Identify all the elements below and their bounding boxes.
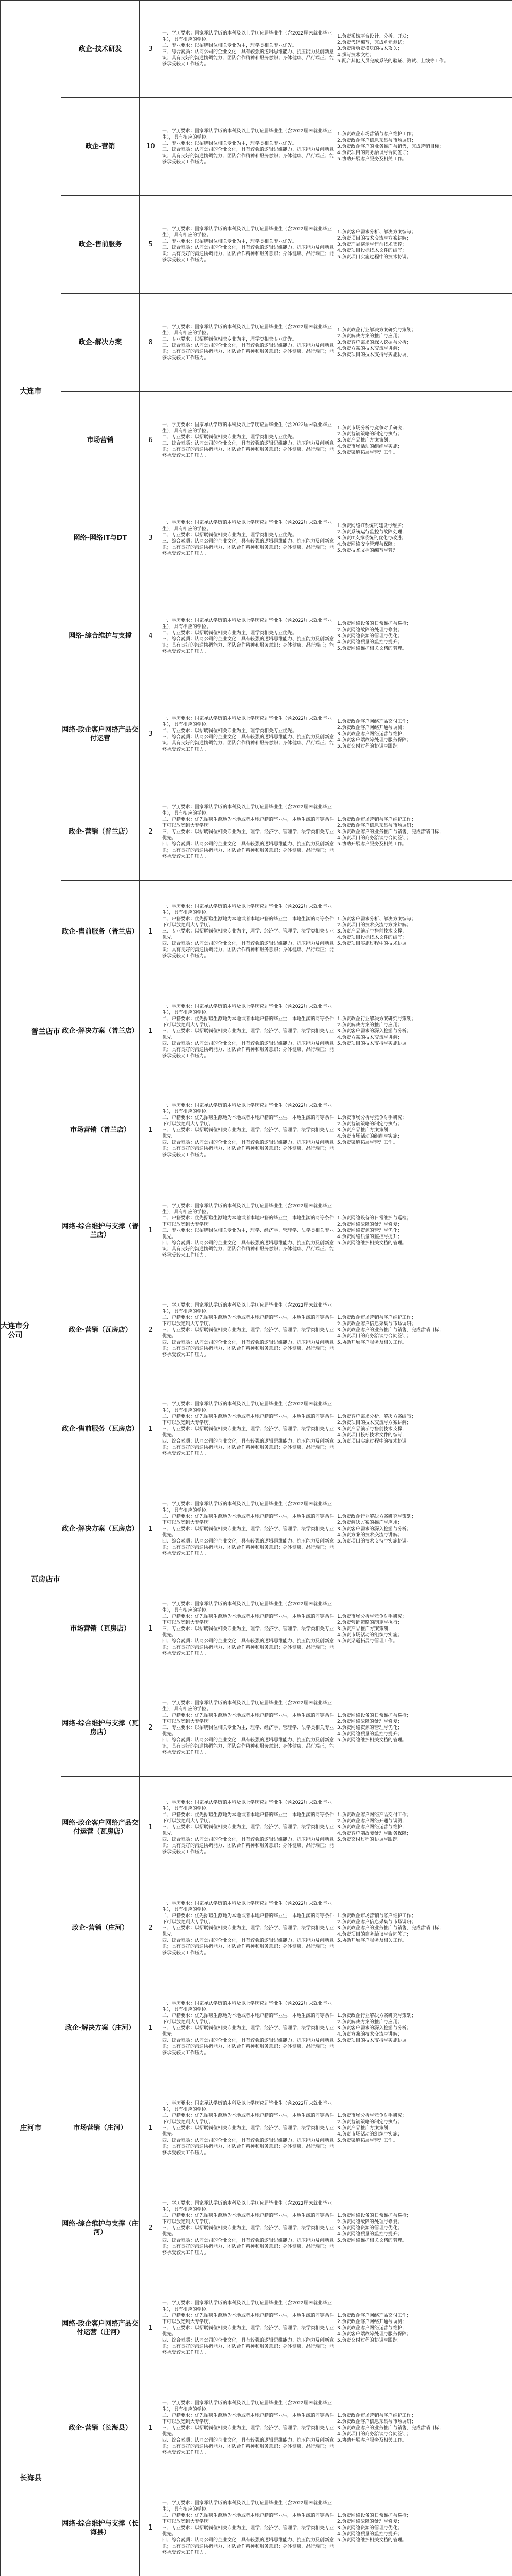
position-name: 政企-解决方案（瓦房店） bbox=[61, 1479, 140, 1579]
position-name: 网络-政企客户网络产品交付运营 bbox=[61, 685, 140, 783]
duties-cell: 1.负责政企客户网络产品交付工作； 2.负责政企客户网络开通与调测； 3.负责政企客户网络运营与维护； 4.负责客户端故障处理与服务保障； 5.负责交付过程的协调与跟踪。 bbox=[337, 1777, 512, 1878]
requirements-cell: 一、学历要求：国家承认学历的本科及以上学历应届毕业生（含2022届未就业毕业生），具有相应的学位。 二、专业要求：以招聘岗位相关专业为主，理学类相关专业优先。 三、综合素质：认同公司的企业文化，具有较强的逻辑思维能力、抗压能力及创新意识；具有良好的沟通协调能力、团队合作精神和服务意识；身体健康、品行端正；能够承受较大工作压力。 bbox=[162, 489, 337, 587]
duties-cell: 1.负责政企市场营销与客户维护工作； 2.负责政企客户信息采集与市场调研； 3.负责政企客户的业务推广与销售，完成营销目标； 4.负责项目的商务洽谈与合同签订； 5.协助开展客户服务及相关工作。 bbox=[337, 2378, 512, 2478]
duties-cell: 1.负责政企市场营销与客户维护工作； 2.负责政企客户信息采集与市场调研； 3.负责政企客户的业务推广与销售，完成营销目标； 4.负责项目的商务洽谈与合同签订； 5.协助开展客户服务及相关工作。 bbox=[337, 98, 512, 196]
position-name: 市场营销（瓦房店） bbox=[61, 1579, 140, 1679]
table-row bbox=[1, 1281, 512, 1379]
position-name: 政企-营销（长海县） bbox=[61, 2378, 140, 2478]
city-cell: 大连市 bbox=[1, 1, 61, 783]
requirements-cell: 一、学历要求：国家承认学历的本科及以上学历应届毕业生（含2022届未就业毕业生），具有相应的学位。 二、户籍要求：优先招聘生源地为本地或者本地户籍的毕业生，本地生源的同等条件下可以放宽到大专学历。 三、专业要求：以招聘岗位相关专业为主，理学、经济学、管理学、法学类相关专业优先。 四、综合素质：认同公司的企业文化，具有较强的逻辑思维能力、抗压能力及创新意识；具有良好的沟通协调能力、团队合作精神和服务意识；身体健康、品行端正；能够承受较大工作压力。 bbox=[162, 2178, 337, 2278]
requirements-cell: 一、学历要求：国家承认学历的本科及以上学历应届毕业生（含2022届未就业毕业生），具有相应的学位。 二、专业要求：以招聘岗位相关专业为主，理学类相关专业优先。 三、综合素质：认同公司的企业文化，具有较强的逻辑思维能力、抗压能力及创新意识；具有良好的沟通协调能力、团队合作精神和服务意识；身体健康、品行端正；能够承受较大工作压力。 bbox=[162, 685, 337, 783]
duties-cell: 1.负责政企行业解决方案研究与策划； 2.负责解决方案的推广与应用； 3.负责客户需求的深入挖掘与分析； 4.负责方案的技术交流与讲解； 5.负责项目的技术支持与实施协调。 bbox=[337, 1479, 512, 1579]
table-row bbox=[1, 1180, 512, 1281]
table-row bbox=[1, 982, 512, 1080]
headcount: 1 bbox=[140, 1579, 162, 1679]
headcount: 1 bbox=[140, 881, 162, 982]
requirements-cell: 一、学历要求：国家承认学历的本科及以上学历应届毕业生（含2022届未就业毕业生），具有相应的学位。 二、专业要求：以招聘岗位相关专业为主，理学类相关专业优先。 三、综合素质：认同公司的企业文化，具有较强的逻辑思维能力、抗压能力及创新意识；具有良好的沟通协调能力、团队合作精神和服务意识；身体健康、品行端正；能够承受较大工作压力。 bbox=[162, 587, 337, 685]
position-name: 政企-售前服务 bbox=[61, 196, 140, 294]
requirements-cell: 一、学历要求：国家承认学历的本科及以上学历应届毕业生（含2022届未就业毕业生），具有相应的学位。 二、专业要求：以招聘岗位相关专业为主，理学类相关专业优先。 三、综合素质：认同公司的企业文化，具有较强的逻辑思维能力、抗压能力及创新意识；具有良好的沟通协调能力、团队合作精神和服务意识；身体健康、品行端正；能够承受较大工作压力。 bbox=[162, 392, 337, 489]
duties-cell: 1.负责网络设备的日常维护与巡检； 2.负责网络故障的处理与修复； 3.负责网络资源的管理与优化； 4.负责网络质量的监控与提升； 5.负责网络维护相关文档的管理。 bbox=[337, 2178, 512, 2278]
requirements-cell: 一、学历要求：国家承认学历的本科及以上学历应届毕业生（含2022届未就业毕业生），具有相应的学位。 二、专业要求：以招聘岗位相关专业为主，理学类相关专业优先。 三、综合素质：认同公司的企业文化，具有较强的逻辑思维能力、抗压能力及创新意识；具有良好的沟通协调能力、团队合作精神和服务意识；身体健康、品行端正；能够承受较大工作压力。 bbox=[162, 1, 337, 98]
city-cell: 普兰店市 bbox=[30, 783, 61, 1281]
duties-cell: 1.负责系统平台设计、分析、开发； 2.负责代码编写，完成单元测试； 3.负责所负责模块的技术攻关； 4.撰写技术文档； 5.配合其他人员完成系统的验证、测试、上线等工作。 bbox=[337, 1, 512, 98]
position-name: 政企-售前服务（普兰店） bbox=[61, 881, 140, 982]
table-row bbox=[1, 2178, 512, 2278]
duties-cell: 1.负责市场分析与竞争对手研究； 2.负责营销策略的制定与执行； 3.负责产品推广方案策划； 4.负责市场活动的组织与实施； 5.负责渠道拓展与管理工作。 bbox=[337, 1579, 512, 1679]
requirements-cell: 一、学历要求：国家承认学历的本科及以上学历应届毕业生（含2022届未就业毕业生），具有相应的学位。 二、专业要求：以招聘岗位相关专业为主，理学类相关专业优先。 三、综合素质：认同公司的企业文化，具有较强的逻辑思维能力、抗压能力及创新意识；具有良好的沟通协调能力、团队合作精神和服务意识；身体健康、品行端正；能够承受较大工作压力。 bbox=[162, 98, 337, 196]
requirements-cell: 一、学历要求：国家承认学历的本科及以上学历应届毕业生（含2022届未就业毕业生），具有相应的学位。 二、户籍要求：优先招聘生源地为本地或者本地户籍的毕业生，本地生源的同等条件下可以放宽到大专学历。 三、专业要求：以招聘岗位相关专业为主，理学、经济学、管理学、法学类相关专业优先。 四、综合素质：认同公司的企业文化，具有较强的逻辑思维能力、抗压能力及创新意识；具有良好的沟通协调能力、团队合作精神和服务意识；身体健康、品行端正；能够承受较大工作压力。 bbox=[162, 1080, 337, 1180]
requirements-cell: 一、学历要求：国家承认学历的本科及以上学历应届毕业生（含2022届未就业毕业生），具有相应的学位。 二、户籍要求：优先招聘生源地为本地或者本地户籍的毕业生，本地生源的同等条件下可以放宽到大专学历。 三、专业要求：以招聘岗位相关专业为主，理学、经济学、管理学、法学类相关专业优先。 四、综合素质：认同公司的企业文化，具有较强的逻辑思维能力、抗压能力及创新意识；具有良好的沟通协调能力、团队合作精神和服务意识；身体健康、品行端正；能够承受较大工作压力。 bbox=[162, 881, 337, 982]
headcount: 2 bbox=[140, 1878, 162, 1978]
requirements-cell: 一、学历要求：国家承认学历的本科及以上学历应届毕业生（含2022届未就业毕业生），具有相应的学位。 二、户籍要求：优先招聘生源地为本地或者本地户籍的毕业生，本地生源的同等条件下可以放宽到大专学历。 三、专业要求：以招聘岗位相关专业为主，理学、经济学、管理学、法学类相关专业优先。 四、综合素质：认同公司的企业文化，具有较强的逻辑思维能力、抗压能力及创新意识；具有良好的沟通协调能力、团队合作精神和服务意识；身体健康、品行端正；能够承受较大工作压力。 bbox=[162, 1777, 337, 1878]
position-name: 政企-技术研发 bbox=[61, 1, 140, 98]
duties-cell: 1.负责客户需求分析、解决方案编写； 2.负责项目的技术交流与方案讲解； 3.负责产品演示与售前技术支撑； 4.负责项目投标技术文件的编写； 5.负责项目实施过程中的技术协调。 bbox=[337, 881, 512, 982]
city-cell: 庄河市 bbox=[1, 1878, 61, 2378]
table-row bbox=[1, 685, 512, 783]
recruitment-table-body bbox=[1, 1, 512, 2576]
requirements-cell: 一、学历要求：国家承认学历的本科及以上学历应届毕业生（含2022届未就业毕业生），具有相应的学位。 二、专业要求：以招聘岗位相关专业为主，理学类相关专业优先。 三、综合素质：认同公司的企业文化，具有较强的逻辑思维能力、抗压能力及创新意识；具有良好的沟通协调能力、团队合作精神和服务意识；身体健康、品行端正；能够承受较大工作压力。 bbox=[162, 196, 337, 294]
requirements-cell: 一、学历要求：国家承认学历的本科及以上学历应届毕业生（含2022届未就业毕业生），具有相应的学位。 二、户籍要求：优先招聘生源地为本地或者本地户籍的毕业生，本地生源的同等条件下可以放宽到大专学历。 三、专业要求：以招聘岗位相关专业为主，理学、经济学、管理学、法学类相关专业优先。 四、综合素质：认同公司的企业文化，具有较强的逻辑思维能力、抗压能力及创新意识；具有良好的沟通协调能力、团队合作精神和服务意识；身体健康、品行端正；能够承受较大工作压力。 bbox=[162, 2478, 337, 2576]
headcount: 2 bbox=[140, 1679, 162, 1777]
city-cell: 瓦房店市 bbox=[30, 1281, 61, 1878]
duties-cell: 1.负责市场分析与竞争对手研究； 2.负责营销策略的制定与执行； 3.负责产品推广方案策划； 4.负责市场活动的组织与实施； 5.负责渠道拓展与管理工作。 bbox=[337, 1080, 512, 1180]
position-name: 网络-网络IT与DT bbox=[61, 489, 140, 587]
headcount: 2 bbox=[140, 2178, 162, 2278]
requirements-cell: 一、学历要求：国家承认学历的本科及以上学历应届毕业生（含2022届未就业毕业生），具有相应的学位。 二、户籍要求：优先招聘生源地为本地或者本地户籍的毕业生，本地生源的同等条件下可以放宽到大专学历。 三、专业要求：以招聘岗位相关专业为主，理学、经济学、管理学、法学类相关专业优先。 四、综合素质：认同公司的企业文化，具有较强的逻辑思维能力、抗压能力及创新意识；具有良好的沟通协调能力、团队合作精神和服务意识；身体健康、品行端正；能够承受较大工作压力。 bbox=[162, 1878, 337, 1978]
requirements-cell: 一、学历要求：国家承认学历的本科及以上学历应届毕业生（含2022届未就业毕业生），具有相应的学位。 二、户籍要求：优先招聘生源地为本地或者本地户籍的毕业生，本地生源的同等条件下可以放宽到大专学历。 三、专业要求：以招聘岗位相关专业为主，理学、经济学、管理学、法学类相关专业优先。 四、综合素质：认同公司的企业文化，具有较强的逻辑思维能力、抗压能力及创新意识；具有良好的沟通协调能力、团队合作精神和服务意识；身体健康、品行端正；能够承受较大工作压力。 bbox=[162, 982, 337, 1080]
headcount: 2 bbox=[140, 1281, 162, 1379]
requirements-cell: 一、学历要求：国家承认学历的本科及以上学历应届毕业生（含2022届未就业毕业生），具有相应的学位。 二、户籍要求：优先招聘生源地为本地或者本地户籍的毕业生，本地生源的同等条件下可以放宽到大专学历。 三、专业要求：以招聘岗位相关专业为主，理学、经济学、管理学、法学类相关专业优先。 四、综合素质：认同公司的企业文化，具有较强的逻辑思维能力、抗压能力及创新意识；具有良好的沟通协调能力、团队合作精神和服务意识；身体健康、品行端正；能够承受较大工作压力。 bbox=[162, 2378, 337, 2478]
table-row bbox=[1, 392, 512, 489]
headcount: 2 bbox=[140, 783, 162, 881]
position-name: 政企-营销 bbox=[61, 98, 140, 196]
duties-cell: 1.负责市场分析与竞争对手研究； 2.负责营销策略的制定与执行； 3.负责产品推广方案策划； 4.负责市场活动的组织与实施； 5.负责渠道拓展与管理工作。 bbox=[337, 2078, 512, 2178]
position-name: 政企-营销（普兰店） bbox=[61, 783, 140, 881]
table-row bbox=[1, 2478, 512, 2576]
position-name: 网络-综合维护与支撑（庄河） bbox=[61, 2178, 140, 2278]
duties-cell: 1.负责客户需求分析、解决方案编写； 2.负责项目的技术交流与方案讲解； 3.负责产品演示与售前技术支撑； 4.负责项目投标技术文件的编写； 5.负责项目实施过程中的技术协调。 bbox=[337, 196, 512, 294]
duties-cell: 1.负责网络IT系统的建设与维护； 2.负责系统运行监控与故障处理； 3.负责IT支撑系统的优化与改进； 4.负责网络安全管理与保障； 5.负责技术文档的编写与管理。 bbox=[337, 489, 512, 587]
position-name: 网络-综合维护与支撑（普兰店） bbox=[61, 1180, 140, 1281]
city-cell: 长海县 bbox=[1, 2378, 61, 2576]
table-row bbox=[1, 489, 512, 587]
table-row bbox=[1, 1379, 512, 1479]
requirements-cell: 一、学历要求：国家承认学历的本科及以上学历应届毕业生（含2022届未就业毕业生），具有相应的学位。 二、户籍要求：优先招聘生源地为本地或者本地户籍的毕业生，本地生源的同等条件下可以放宽到大专学历。 三、专业要求：以招聘岗位相关专业为主，理学、经济学、管理学、法学类相关专业优先。 四、综合素质：认同公司的企业文化，具有较强的逻辑思维能力、抗压能力及创新意识；具有良好的沟通协调能力、团队合作精神和服务意识；身体健康、品行端正；能够承受较大工作压力。 bbox=[162, 2078, 337, 2178]
headcount: 1 bbox=[140, 1978, 162, 2078]
requirements-cell: 一、学历要求：国家承认学历的本科及以上学历应届毕业生（含2022届未就业毕业生），具有相应的学位。 二、户籍要求：优先招聘生源地为本地或者本地户籍的毕业生，本地生源的同等条件下可以放宽到大专学历。 三、专业要求：以招聘岗位相关专业为主，理学、经济学、管理学、法学类相关专业优先。 四、综合素质：认同公司的企业文化，具有较强的逻辑思维能力、抗压能力及创新意识；具有良好的沟通协调能力、团队合作精神和服务意识；身体健康、品行端正；能够承受较大工作压力。 bbox=[162, 1281, 337, 1379]
position-name: 政企-解决方案（庄河） bbox=[61, 1978, 140, 2078]
table-row bbox=[1, 1579, 512, 1679]
requirements-cell: 一、学历要求：国家承认学历的本科及以上学历应届毕业生（含2022届未就业毕业生），具有相应的学位。 二、户籍要求：优先招聘生源地为本地或者本地户籍的毕业生，本地生源的同等条件下可以放宽到大专学历。 三、专业要求：以招聘岗位相关专业为主，理学、经济学、管理学、法学类相关专业优先。 四、综合素质：认同公司的企业文化，具有较强的逻辑思维能力、抗压能力及创新意识；具有良好的沟通协调能力、团队合作精神和服务意识；身体健康、品行端正；能够承受较大工作压力。 bbox=[162, 1379, 337, 1479]
requirements-cell: 一、学历要求：国家承认学历的本科及以上学历应届毕业生（含2022届未就业毕业生），具有相应的学位。 二、户籍要求：优先招聘生源地为本地或者本地户籍的毕业生，本地生源的同等条件下可以放宽到大专学历。 三、专业要求：以招聘岗位相关专业为主，理学、经济学、管理学、法学类相关专业优先。 四、综合素质：认同公司的企业文化，具有较强的逻辑思维能力、抗压能力及创新意识；具有良好的沟通协调能力、团队合作精神和服务意识；身体健康、品行端正；能够承受较大工作压力。 bbox=[162, 2278, 337, 2378]
headcount: 1 bbox=[140, 1777, 162, 1878]
headcount: 8 bbox=[140, 294, 162, 392]
headcount: 3 bbox=[140, 489, 162, 587]
table-row bbox=[1, 2378, 512, 2478]
headcount: 4 bbox=[140, 587, 162, 685]
region-cell: 大连市分公司 bbox=[1, 783, 30, 1878]
headcount: 3 bbox=[140, 1, 162, 98]
requirements-cell: 一、学历要求：国家承认学历的本科及以上学历应届毕业生（含2022届未就业毕业生），具有相应的学位。 二、户籍要求：优先招聘生源地为本地或者本地户籍的毕业生，本地生源的同等条件下可以放宽到大专学历。 三、专业要求：以招聘岗位相关专业为主，理学、经济学、管理学、法学类相关专业优先。 四、综合素质：认同公司的企业文化，具有较强的逻辑思维能力、抗压能力及创新意识；具有良好的沟通协调能力、团队合作精神和服务意识；身体健康、品行端正；能够承受较大工作压力。 bbox=[162, 783, 337, 881]
duties-cell: 1.负责客户需求分析、解决方案编写； 2.负责项目的技术交流与方案讲解； 3.负责产品演示与售前技术支撑； 4.负责项目投标技术文件的编写； 5.负责项目实施过程中的技术协调。 bbox=[337, 1379, 512, 1479]
headcount: 1 bbox=[140, 2478, 162, 2576]
duties-cell: 1.负责政企行业解决方案研究与策划； 2.负责解决方案的推广与应用； 3.负责客户需求的深入挖掘与分析； 4.负责方案的技术交流与讲解； 5.负责项目的技术支持与实施协调。 bbox=[337, 1978, 512, 2078]
headcount: 1 bbox=[140, 2078, 162, 2178]
duties-cell: 1.负责政企行业解决方案研究与策划； 2.负责解决方案的推广与应用； 3.负责客户需求的深入挖掘与分析； 4.负责方案的技术交流与讲解； 5.负责项目的技术支持与实施协调。 bbox=[337, 294, 512, 392]
position-name: 政企-售前服务（瓦房店） bbox=[61, 1379, 140, 1479]
position-name: 网络-综合维护与支撑 bbox=[61, 587, 140, 685]
headcount: 1 bbox=[140, 982, 162, 1080]
table-row bbox=[1, 2078, 512, 2178]
headcount: 1 bbox=[140, 2378, 162, 2478]
headcount: 1 bbox=[140, 1479, 162, 1579]
duties-cell: 1.负责网络设备的日常维护与巡检； 2.负责网络故障的处理与修复； 3.负责网络资源的管理与优化； 4.负责网络质量的监控与提升； 5.负责网络维护相关文档的管理。 bbox=[337, 587, 512, 685]
requirements-cell: 一、学历要求：国家承认学历的本科及以上学历应届毕业生（含2022届未就业毕业生），具有相应的学位。 二、专业要求：以招聘岗位相关专业为主，理学类相关专业优先。 三、综合素质：认同公司的企业文化，具有较强的逻辑思维能力、抗压能力及创新意识；具有良好的沟通协调能力、团队合作精神和服务意识；身体健康、品行端正；能够承受较大工作压力。 bbox=[162, 294, 337, 392]
requirements-cell: 一、学历要求：国家承认学历的本科及以上学历应届毕业生（含2022届未就业毕业生），具有相应的学位。 二、户籍要求：优先招聘生源地为本地或者本地户籍的毕业生，本地生源的同等条件下可以放宽到大专学历。 三、专业要求：以招聘岗位相关专业为主，理学、经济学、管理学、法学类相关专业优先。 四、综合素质：认同公司的企业文化，具有较强的逻辑思维能力、抗压能力及创新意识；具有良好的沟通协调能力、团队合作精神和服务意识；身体健康、品行端正；能够承受较大工作压力。 bbox=[162, 1679, 337, 1777]
duties-cell: 1.负责政企客户网络产品交付工作； 2.负责政企客户网络开通与调测； 3.负责政企客户网络运营与维护； 4.负责客户端故障处理与服务保障； 5.负责交付过程的协调与跟踪。 bbox=[337, 685, 512, 783]
duties-cell: 1.负责政企市场营销与客户维护工作； 2.负责政企客户信息采集与市场调研； 3.负责政企客户的业务推广与销售，完成营销目标； 4.负责项目的商务洽谈与合同签订； 5.协助开展客户服务及相关工作。 bbox=[337, 1878, 512, 1978]
position-name: 网络-综合维护与支撑（长海县） bbox=[61, 2478, 140, 2576]
headcount: 1 bbox=[140, 2278, 162, 2378]
table-row bbox=[1, 587, 512, 685]
requirements-cell: 一、学历要求：国家承认学历的本科及以上学历应届毕业生（含2022届未就业毕业生），具有相应的学位。 二、户籍要求：优先招聘生源地为本地或者本地户籍的毕业生，本地生源的同等条件下可以放宽到大专学历。 三、专业要求：以招聘岗位相关专业为主，理学、经济学、管理学、法学类相关专业优先。 四、综合素质：认同公司的企业文化，具有较强的逻辑思维能力、抗压能力及创新意识；具有良好的沟通协调能力、团队合作精神和服务意识；身体健康、品行端正；能够承受较大工作压力。 bbox=[162, 1180, 337, 1281]
duties-cell: 1.负责政企市场营销与客户维护工作； 2.负责政企客户信息采集与市场调研； 3.负责政企客户的业务推广与销售，完成营销目标； 4.负责项目的商务洽谈与合同签订； 5.协助开展客户服务及相关工作。 bbox=[337, 1281, 512, 1379]
headcount: 1 bbox=[140, 1180, 162, 1281]
headcount: 3 bbox=[140, 685, 162, 783]
table-row bbox=[1, 98, 512, 196]
position-name: 政企-解决方案 bbox=[61, 294, 140, 392]
position-name: 政企-营销（庄河） bbox=[61, 1878, 140, 1978]
table-row bbox=[1, 1080, 512, 1180]
duties-cell: 1.负责网络设备的日常维护与巡检； 2.负责网络故障的处理与修复； 3.负责网络资源的管理与优化； 4.负责网络质量的监控与提升； 5.负责网络维护相关文档的管理。 bbox=[337, 1180, 512, 1281]
duties-cell: 1.负责政企行业解决方案研究与策划； 2.负责解决方案的推广与应用； 3.负责客户需求的深入挖掘与分析； 4.负责方案的技术交流与讲解； 5.负责项目的技术支持与实施协调。 bbox=[337, 982, 512, 1080]
headcount: 5 bbox=[140, 196, 162, 294]
duties-cell: 1.负责网络设备的日常维护与巡检； 2.负责网络故障的处理与修复； 3.负责网络资源的管理与优化； 4.负责网络质量的监控与提升； 5.负责网络维护相关文档的管理。 bbox=[337, 1679, 512, 1777]
requirements-cell: 一、学历要求：国家承认学历的本科及以上学历应届毕业生（含2022届未就业毕业生），具有相应的学位。 二、户籍要求：优先招聘生源地为本地或者本地户籍的毕业生，本地生源的同等条件下可以放宽到大专学历。 三、专业要求：以招聘岗位相关专业为主，理学、经济学、管理学、法学类相关专业优先。 四、综合素质：认同公司的企业文化，具有较强的逻辑思维能力、抗压能力及创新意识；具有良好的沟通协调能力、团队合作精神和服务意识；身体健康、品行端正；能够承受较大工作压力。 bbox=[162, 1978, 337, 2078]
position-name: 市场营销（普兰店） bbox=[61, 1080, 140, 1180]
position-name: 网络-政企客户网络产品交付运营（庄河） bbox=[61, 2278, 140, 2378]
table-row bbox=[1, 1, 512, 98]
headcount: 6 bbox=[140, 392, 162, 489]
duties-cell: 1.负责政企市场营销与客户维护工作； 2.负责政企客户信息采集与市场调研； 3.负责政企客户的业务推广与销售，完成营销目标； 4.负责项目的商务洽谈与合同签订； 5.协助开展客户服务及相关工作。 bbox=[337, 783, 512, 881]
table-row bbox=[1, 1679, 512, 1777]
table-row bbox=[1, 1878, 512, 1978]
position-name: 市场营销（庄河） bbox=[61, 2078, 140, 2178]
table-row bbox=[1, 1479, 512, 1579]
table-row bbox=[1, 2278, 512, 2378]
position-name: 市场营销 bbox=[61, 392, 140, 489]
table-row bbox=[1, 1777, 512, 1878]
duties-cell: 1.负责市场分析与竞争对手研究； 2.负责营销策略的制定与执行； 3.负责产品推广方案策划； 4.负责市场活动的组织与实施； 5.负责渠道拓展与管理工作。 bbox=[337, 392, 512, 489]
table-row bbox=[1, 783, 512, 881]
table-row bbox=[1, 196, 512, 294]
table-row bbox=[1, 881, 512, 982]
table-row bbox=[1, 294, 512, 392]
position-name: 网络-综合维护与支撑（瓦房店） bbox=[61, 1679, 140, 1777]
headcount: 1 bbox=[140, 1080, 162, 1180]
duties-cell: 1.负责网络设备的日常维护与巡检； 2.负责网络故障的处理与修复； 3.负责网络资源的管理与优化； 4.负责网络质量的监控与提升； 5.负责网络维护相关文档的管理。 bbox=[337, 2478, 512, 2576]
position-name: 政企-解决方案（普兰店） bbox=[61, 982, 140, 1080]
duties-cell: 1.负责政企客户网络产品交付工作； 2.负责政企客户网络开通与调测； 3.负责政企客户网络运营与维护； 4.负责客户端故障处理与服务保障； 5.负责交付过程的协调与跟踪。 bbox=[337, 2278, 512, 2378]
requirements-cell: 一、学历要求：国家承认学历的本科及以上学历应届毕业生（含2022届未就业毕业生），具有相应的学位。 二、户籍要求：优先招聘生源地为本地或者本地户籍的毕业生，本地生源的同等条件下可以放宽到大专学历。 三、专业要求：以招聘岗位相关专业为主，理学、经济学、管理学、法学类相关专业优先。 四、综合素质：认同公司的企业文化，具有较强的逻辑思维能力、抗压能力及创新意识；具有良好的沟通协调能力、团队合作精神和服务意识；身体健康、品行端正；能够承受较大工作压力。 bbox=[162, 1579, 337, 1679]
requirements-cell: 一、学历要求：国家承认学历的本科及以上学历应届毕业生（含2022届未就业毕业生），具有相应的学位。 二、户籍要求：优先招聘生源地为本地或者本地户籍的毕业生，本地生源的同等条件下可以放宽到大专学历。 三、专业要求：以招聘岗位相关专业为主，理学、经济学、管理学、法学类相关专业优先。 四、综合素质：认同公司的企业文化，具有较强的逻辑思维能力、抗压能力及创新意识；具有良好的沟通协调能力、团队合作精神和服务意识；身体健康、品行端正；能够承受较大工作压力。 bbox=[162, 1479, 337, 1579]
position-name: 网络-政企客户网络产品交付运营（瓦房店） bbox=[61, 1777, 140, 1878]
table-row bbox=[1, 1978, 512, 2078]
headcount: 1 bbox=[140, 1379, 162, 1479]
position-name: 政企-营销（瓦房店） bbox=[61, 1281, 140, 1379]
headcount: 10 bbox=[140, 98, 162, 196]
